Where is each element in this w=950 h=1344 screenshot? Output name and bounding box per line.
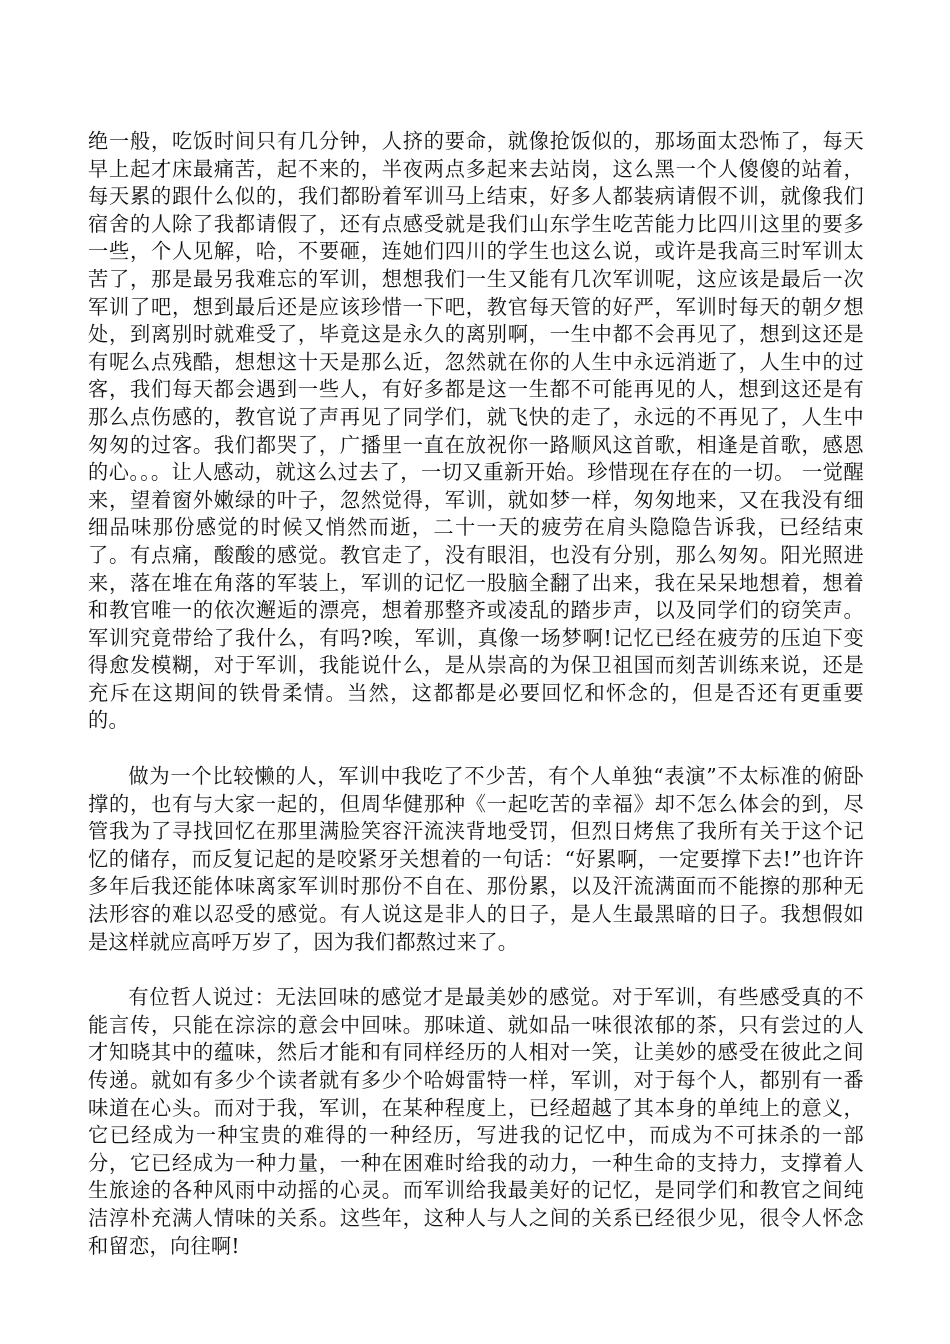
paragraph-spacer (88, 735, 864, 763)
paragraph-spacer (88, 956, 864, 984)
paragraph-2: 做为一个比较懒的人，军训中我吃了不少苦，有个人单独“表演”不太标准的俯卧撑的，也有与大家一起的，但周华健那种《一起吃苦的幸福》却不怎么体会的到，尽管我为了寻找回忆在那里满脸笑容汗流浃背地受罚，但烈日烤焦了我所有关于这个记忆的储存，而反复记起的是咬紧牙关想着的一句话：“好累啊，一定要撑下去!”也许许多年后我还能体味离家军训时那份不自在、那份累，以及汗流满面而不能擦的那种无法形容的难以忍受的感觉。有人说这是非人的日子，是人生最黑暗的日子。我想假如是这样就应高呼万岁了，因为我们都熬过来了。 (88, 764, 864, 954)
paragraph-3: 有位哲人说过：无法回味的感觉才是最美妙的感觉。对于军训，有些感受真的不能言传，只能在淙淙的意会中回味。那味道、就如品一味很浓郁的茶，只有尝过的人才知晓其中的蕴味，然后才能和有同样经历的人相对一笑，让美妙的感受在彼此之间传递。就如有多少个读者就有多少个哈姆雷特一样，军训，对于每个人，都别有一番味道在心头。而对于我，军训，在某种程度上，已经超越了其本身的单纯上的意义，它已经成为一种宝贵的难得的一种经历，写进我的记忆中，而成为不可抹杀的一部分，它已经成为一种力量，一种在困难时给我的动力，一种生命的支持力，支撑着人生旅途的各种风雨中动摇的心灵。而军训给我最美好的记忆，是同学们和教官之间纯洁淳朴充满人情味的关系。这些年，这种人与人之间的关系已经很少见，很令人怀念和留恋，向往啊! (88, 985, 864, 1258)
document-body (88, 128, 864, 1260)
paragraph-1: 绝一般，吃饭时间只有几分钟，人挤的要命，就像抢饭似的，那场面太恐怖了，每天早上起才床最痛苦，起不来的，半夜两点多起来去站岗，这么黑一个人傻傻的站着，每天累的跟什么似的，我们都盼着军训马上结束，好多人都装病请假不训，就像我们宿舍的人除了我都请假了，还有点感受就是我们山东学生吃苦能力比四川这里的要多一些，个人见解，哈，不要砸，连她们四川的学生也这么说，或许是我高三时军训太苦了，那是最另我难忘的军训，想想我们一生又能有几次军训呢，这应该是最后一次军训了吧，想到最后还是应该珍惜一下吧，教官每天管的好严，军训时每天的朝夕想处，到离别时就难受了，毕竟这是永久的离别啊，一生中都不会再见了，想到这还是有呢么点残酷，想想这十天是那么近，忽然就在你的人生中永远消逝了，人生中的过客，我们每天都会遇到一些人，有好多都是这一生都不可能再见的人，想到这还是有那么点伤感的，教官说了声再见了同学们，就飞快的走了，永远的不再见了，人生中匆匆的过客。我们都哭了，广播里一直在放祝你一路顺风这首歌，相逢是首歌，感恩的心。。。让人感动，就这么过去了，一切又重新开始。珍惜现在存在的一切。 一觉醒来，望着窗外嫩绿的叶子，忽然觉得，军训，就如梦一样，匆匆地来，又在我没有细细品味那份感觉的时候又悄然而逝，二十一天的疲劳在肩头隐隐告诉我，已经结束了。有点痛，酸酸的感觉。教官走了，没有眼泪，也没有分别，那么匆匆。阳光照进来，落在堆在角落的军装上，军训的记忆一股脑全翻了出来，我在呆呆地想着，想着和教官唯一的依次邂逅的漂亮，想着那整齐或凌乱的踏步声，以及同学们的窃笑声。军训究竟带给了我什么，有吗?唉，军训，真像一场梦啊!记忆已经在疲劳的压迫下变得愈发模糊，对于军训，我能说什么，是从崇高的为保卫祖国而刻苦训练来说，还是充斥在这期间的铁骨柔情。当然，这都都是必要回忆和怀念的，但是否还有更重要的。 (88, 129, 864, 733)
